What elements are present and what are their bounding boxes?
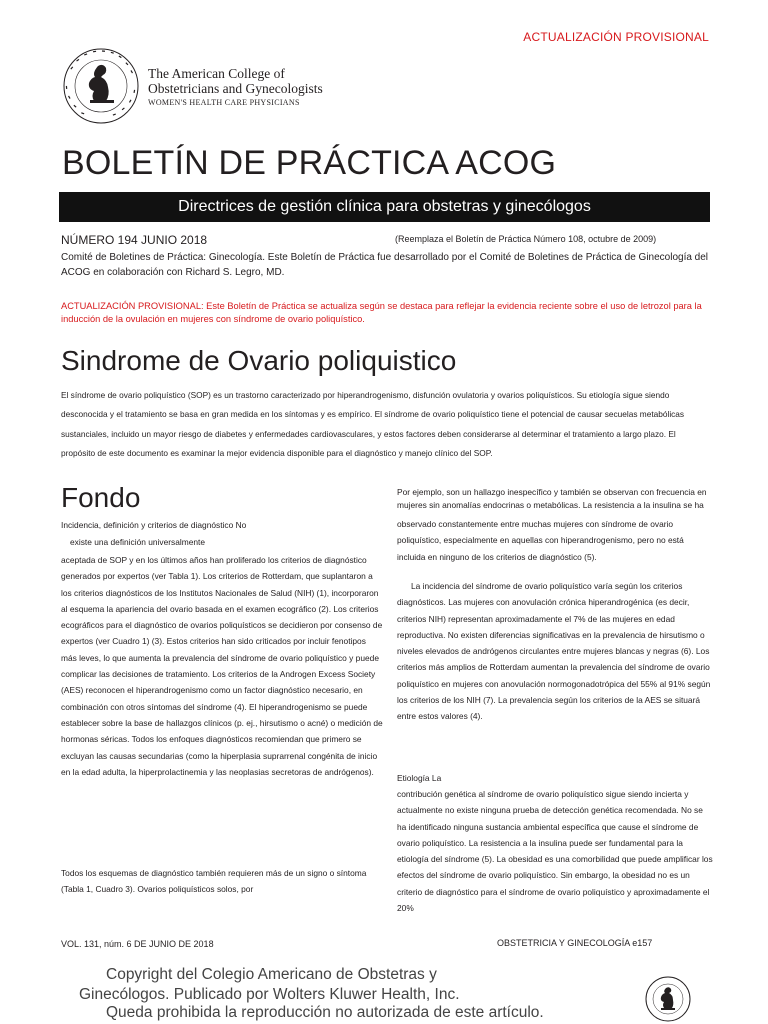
footer-journal-page: OBSTETRICIA Y GINECOLOGÍA e157	[497, 938, 653, 948]
org-name-line2: Obstetricians and Gynecologists	[148, 81, 323, 96]
acog-mini-seal-logo	[644, 975, 692, 1023]
right-paragraph-1b: observado constantemente entre muchas mujeres con síndrome de ovario poliquístico, especialmente en aquellas con hiperandrogenismo, pero no está incluida en ninguno de los criterios de diagnóstico (5).	[397, 519, 684, 562]
replaces-note: (Reemplaza el Boletín de Práctica Número 108, octubre de 2009)	[395, 234, 657, 244]
committee-statement: Comité de Boletines de Práctica: Ginecología. Este Boletín de Práctica fue desarrollado por el Comité de Boletines de Práctica de Ginecología del ACOG en colaboración con Richard S. Legro, MD.	[61, 252, 709, 278]
subtitle-banner: Directrices de gestión clínica para obstetras y ginecólogos	[59, 192, 710, 222]
right-paragraph-2: La incidencia del síndrome de ovario poliquístico varía según los criterios diagnósticos. Las mujeres con anovulación crónica hiperandrogénica (es decir, criterios NIH) representan aproximadamente el 7% de las mujeres en edad reproductiva. No existen diferencias significativas en la prevalencia de hirsutismo o niveles elevados de andrógenos circulantes entre mujeres blancas y negras (6). Los criterios más amplios de Rotterdam aumentan la prevalencia del síndrome de ovario poliquístico en mujeres con anovulación normogonadotrópica del 55% al 91% según los criterios de los NIH (7). La prevalencia según los criterios de la AES se situará entre estos valores (4).	[397, 581, 711, 722]
bulletin-title: BOLETÍN DE PRÁCTICA ACOG	[62, 144, 557, 182]
etiology-heading: Etiología La	[397, 773, 442, 783]
footer-volume: VOL. 131, núm. 6 DE JUNIO DE 2018	[61, 939, 214, 949]
section-heading: Fondo	[61, 482, 141, 513]
left-paragraph-2: Todos los esquemas de diagnóstico también requieren más de un signo o síntoma (Tabla 1, Cuadro 3). Ovarios poliquísticos solos, por	[61, 868, 367, 895]
org-tagline: WOMEN'S HEALTH CARE PHYSICIANS	[148, 98, 300, 107]
interim-update-flag: ACTUALIZACIÓN PROVISIONAL	[523, 30, 709, 44]
interim-update-note: ACTUALIZACIÓN PROVISIONAL: Este Boletín de Práctica se actualiza según se destaca para reflejar la evidencia reciente sobre el uso de letrozol para la inducción de la ovulación en mujeres con síndrome de ovario poliquístico.	[61, 301, 702, 324]
abstract-paragraph: El síndrome de ovario poliquístico (SOP) es un trastorno caracterizado por hiperandrogenismo, disfunción ovulatoria y ovarios poliquísticos. Su etiología sigue siendo desconocida y el tratamiento se basa en gran medida en los síntomas y es empírico. El síndrome de ovario poliquístico tiene el potencial de causar secuelas metabólicas sustanciales, incluido un mayor riesgo de diabetes y enfermedades cardiovasculares, y estos factores deben considerarse al determinar el tratamiento a largo plazo. El propósito de este documento es examinar la mejor evidencia disponible para el diagnóstico y manejo clínico del SOP.	[61, 390, 685, 458]
article-title: Sindrome de Ovario poliquistico	[61, 345, 457, 376]
subsection-heading-cont: existe una definición universalmente	[70, 537, 206, 547]
right-paragraph-1a: Por ejemplo, son un hallazgo inespecífico y también se observan con frecuencia en mujeres sin anomalías endocrinas o metabólicas. La resistencia a la insulina se ha	[397, 487, 707, 510]
acog-seal-logo	[54, 46, 148, 126]
copyright-line3: Queda prohibida la reproducción no autorizada de este artículo.	[106, 1004, 544, 1021]
right-paragraph-3: contribución genética al síndrome de ovario poliquístico sigue siendo incierta y actualmente no existe ninguna prueba de detección genética recomendada. No se ha identificado ninguna sustancia ambiental específica que cause el síndrome de ovario poliquístico. La resistencia a la insulina puede ser fundamental para la etiología del síndrome (5). La obesidad es una comorbilidad que puede amplificar los efectos del síndrome de ovario poliquístico. Sin embargo, la obesidad no es un criterio de diagnóstico para el síndrome de ovario poliquístico y aproximadamente el 20%	[397, 789, 713, 914]
organization-name	[148, 66, 323, 107]
issue-number: NÚMERO 194 JUNIO 2018	[61, 233, 208, 247]
left-paragraph-1: aceptada de SOP y en los últimos años han proliferado los criterios de diagnóstico generados por expertos (ver Tabla 1). Los criterios de Rotterdam, que suplantaron a los criterios diagnósticos de los Institutos Nacionales de Salud (NIH) (1), incorporaron al esquema la apariencia del ovario basada en el examen ecográfico (2). Los criterios ecográficos para el diagnóstico de ovarios poliquísticos se decidieron por consenso de expertos (ver Cuadro 1) (3). Estos criterios han sido criticados por incluir fenotipos más leves, lo que aumenta la prevalencia del síndrome de ovario poliquístico y puede complicar las decisiones de tratamiento. Los criterios de la Androgen Excess Society (AES) reconocen el hiperandrogenismo como un factor diagnóstico necesario, en combinación con otros síntomas del síndrome (4). El hiperandrogenismo se puede establecer sobre la base de hallazgos clínicos (p. ej., hirsutismo o acné) o medición de hormonas séricas. Todos los enfoques diagnósticos recomiendan que primero se excluyan las causas secundarias (como la hiperplasia suprarrenal congénita de inicio en la edad adulta, la hiperprolactinemia y las neoplasias secretoras de andrógenos).	[61, 555, 383, 777]
copyright-line2: Ginecólogos. Publicado por Wolters Kluwer Health, Inc.	[79, 986, 460, 1003]
subsection-heading: Incidencia, definición y criterios de diagnóstico No	[61, 520, 247, 530]
org-name-line1: The American College of	[148, 66, 285, 81]
copyright-line1: Copyright del Colegio Americano de Obstetras y	[106, 966, 437, 983]
